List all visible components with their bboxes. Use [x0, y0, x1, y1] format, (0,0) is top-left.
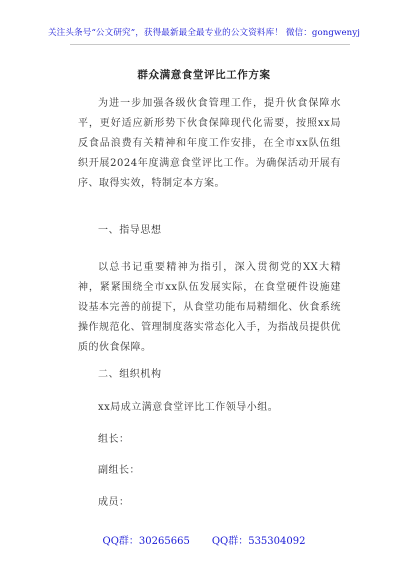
member-label: 成员： — [98, 497, 130, 508]
header-banner: 关注头条号“公文研究”，获得最新最全最专业的公文资料库！ 微信：gongwenyj — [47, 28, 361, 38]
footer-qq-group-2: QQ群：535304092 — [211, 536, 306, 547]
section1-paragraph: 以总书记重要精神为指引，深入贯彻党的XX大精神，紧紧围绕全市xx队伍发展实际，在食堂硬件设施建设基本完善的前提下，从食堂功能布局精细化、伙食系统操作规范化、管理制度落实常态化入手，为指战员提供优质的伙食保障。 — [78, 262, 341, 353]
section2-heading: 二、组织机构 — [98, 369, 162, 380]
deputy-leader-label: 副组长： — [98, 465, 140, 476]
section2-paragraph: xx局成立满意食堂评比工作领导小组。 — [98, 402, 279, 413]
footer-contact — [0, 532, 408, 547]
document-title: 群众满意食堂评比工作方案 — [137, 69, 271, 81]
leader-label: 组长： — [98, 434, 130, 445]
section1-heading: 一、指导思想 — [98, 225, 162, 236]
intro-paragraph: 为进一步加强各级伙食管理工作，提升伙食保障水平，更好适应新形势下伙食保障现代化需要，按照xx局反食品浪费有关精神和年度工作安排，在全市xx队伍组织开展2024年度满意食堂评比工作。为确保活动开展有序、取得实效，特制定本方案。 — [78, 98, 341, 189]
header-divider — [70, 44, 350, 45]
footer-qq-group-1: QQ群：30265665 — [102, 536, 190, 547]
